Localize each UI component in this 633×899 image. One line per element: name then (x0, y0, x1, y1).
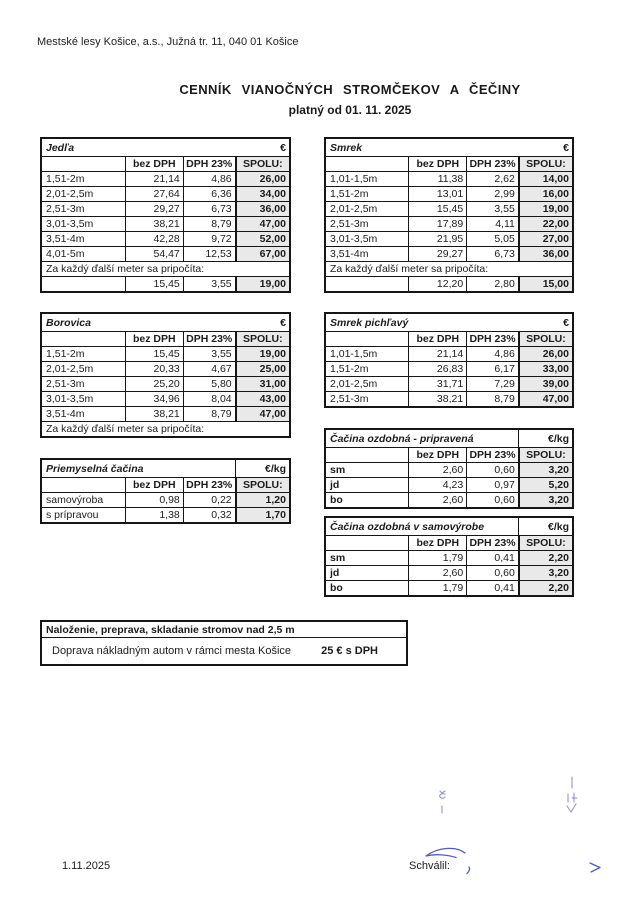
price-bez-dph: 26,83 (408, 362, 466, 376)
size-label: 3,51-4m (46, 233, 85, 245)
price-spolu: 1,70 (235, 508, 289, 522)
size-label: 1,51-2m (330, 188, 369, 200)
size-label: 2,51-3m (46, 203, 85, 215)
price-spolu: 47,00 (518, 392, 572, 406)
col-dph-header: DPH 23% (466, 332, 518, 346)
table-title-row (42, 139, 289, 156)
col-bez-dph-header: bez DPH (125, 157, 183, 171)
price-spolu: 22,00 (518, 217, 572, 231)
price-spolu: 34,00 (235, 187, 289, 201)
price-bez-dph: 54,47 (125, 247, 183, 261)
species-label: sm (330, 464, 346, 476)
price-dph: 8,04 (183, 392, 235, 406)
table-row (42, 406, 289, 421)
transport-header: Naloženie, preprava, skladanie stromov nad 2,5 m (42, 622, 406, 638)
col-dph-header: DPH 23% (183, 157, 235, 171)
price-dph: 3,55 (183, 277, 235, 291)
price-bez-dph: 1,79 (408, 581, 466, 595)
col-size-header (42, 332, 125, 346)
table-title-row (42, 460, 289, 477)
company-address-line: Mestské lesy Košice, a.s., Južná tr. 11, 040 01 Košice (37, 36, 299, 48)
price-spolu: 19,00 (518, 202, 572, 216)
price-spolu: 26,00 (518, 347, 572, 361)
table-title: Smrek pichľavý (330, 316, 409, 329)
size-label: 3,01-3,5m (46, 218, 94, 230)
size-label: 3,01-3,5m (330, 233, 378, 245)
table-row (326, 391, 572, 406)
size-label: 3,51-4m (330, 248, 369, 260)
price-bez-dph: 20,33 (125, 362, 183, 376)
size-label: 1,01-1,5m (330, 173, 378, 185)
price-table-smrek-pichlavy (324, 312, 574, 408)
price-dph: 3,55 (466, 202, 518, 216)
price-dph: 0,22 (183, 493, 235, 507)
price-bez-dph: 29,27 (125, 202, 183, 216)
table-row (42, 507, 289, 522)
price-bez-dph: 15,45 (125, 347, 183, 361)
price-dph: 0,32 (183, 508, 235, 522)
price-bez-dph: 11,38 (408, 172, 466, 186)
table-row (326, 216, 572, 231)
table-unit: €/kg (235, 460, 289, 477)
size-label: 1,51-2m (330, 363, 369, 375)
price-table-jedla (40, 137, 291, 293)
table-row (326, 201, 572, 216)
col-bez-dph-header: bez DPH (125, 478, 183, 492)
col-spolu-header: SPOLU: (518, 448, 572, 462)
variant-label: samovýroba (46, 494, 104, 506)
col-spolu-header: SPOLU: (518, 157, 572, 171)
price-bez-dph: 17,89 (408, 217, 466, 231)
approved-by-label: Schválil: (409, 860, 450, 872)
table-row (42, 361, 289, 376)
table-unit: € (280, 316, 286, 329)
col-size-header (326, 157, 408, 171)
price-dph: 5,80 (183, 377, 235, 391)
price-dph: 8,79 (183, 407, 235, 421)
table-row (326, 477, 572, 492)
price-table-priemyselna-cacina (40, 458, 291, 524)
price-bez-dph: 1,79 (408, 551, 466, 565)
price-spolu: 2,20 (518, 581, 572, 595)
price-bez-dph: 27,64 (125, 187, 183, 201)
price-dph: 6,36 (183, 187, 235, 201)
price-dph: 8,79 (466, 392, 518, 406)
price-bez-dph: 13,01 (408, 187, 466, 201)
price-bez-dph: 1,38 (125, 508, 183, 522)
size-label: 2,51-3m (330, 218, 369, 230)
size-label: 2,51-3m (330, 393, 369, 405)
table-row (326, 361, 572, 376)
col-dph-header: DPH 23% (466, 448, 518, 462)
table-row (326, 346, 572, 361)
table-row (42, 216, 289, 231)
pen-check-mark-right (562, 775, 584, 815)
table-title-row (326, 518, 572, 535)
signature-scribble (424, 845, 468, 865)
price-bez-dph: 15,45 (125, 277, 183, 291)
table-row (42, 376, 289, 391)
table-row (326, 376, 572, 391)
size-label (326, 277, 408, 291)
price-bez-dph: 15,45 (408, 202, 466, 216)
transport-body (42, 638, 406, 664)
transport-line: Doprava nákladným autom v rámci mesta Košice (52, 645, 292, 657)
document-title: CENNÍK VIANOČNÝCH STROMČEKOV A ČEČINY (179, 82, 521, 97)
price-bez-dph: 21,95 (408, 232, 466, 246)
col-spolu-header: SPOLU: (518, 536, 572, 550)
price-bez-dph: 0,98 (125, 493, 183, 507)
table-unit: € (563, 316, 569, 329)
document-subtitle: platný od 01. 11. 2025 (288, 103, 412, 117)
price-table-cacina-pripravena (324, 428, 574, 509)
price-spolu: 67,00 (235, 247, 289, 261)
col-dph-header: DPH 23% (466, 157, 518, 171)
species-label: jd (330, 479, 340, 491)
price-spolu: 31,00 (235, 377, 289, 391)
size-label: 1,51-2m (46, 348, 85, 360)
price-dph: 0,60 (466, 463, 518, 477)
price-spolu: 2,20 (518, 551, 572, 565)
price-dph: 0,41 (466, 581, 518, 595)
price-bez-dph: 29,27 (408, 247, 466, 261)
price-bez-dph: 42,28 (125, 232, 183, 246)
title-block (67, 82, 633, 117)
extra-meter-row (326, 276, 572, 291)
col-bez-dph-header: bez DPH (408, 536, 466, 550)
col-spolu-header: SPOLU: (235, 478, 289, 492)
price-dph: 0,60 (466, 566, 518, 580)
table-title-row (326, 430, 572, 447)
price-bez-dph: 21,14 (125, 172, 183, 186)
price-table-borovica (40, 312, 291, 438)
price-dph: 6,17 (466, 362, 518, 376)
col-size-header (326, 536, 408, 550)
price-table-cacina-samovyroba (324, 516, 574, 597)
table-row (326, 550, 572, 565)
price-bez-dph: 38,21 (125, 217, 183, 231)
table-row (326, 171, 572, 186)
price-spolu: 26,00 (235, 172, 289, 186)
variant-label: s prípravou (46, 509, 99, 521)
table-row (42, 346, 289, 361)
price-spolu: 33,00 (518, 362, 572, 376)
pen-check-mark-left (436, 790, 450, 816)
size-label: 4,01-5m (46, 248, 85, 260)
price-dph: 3,55 (183, 347, 235, 361)
price-dph: 6,73 (466, 247, 518, 261)
col-spolu-header: SPOLU: (235, 332, 289, 346)
price-bez-dph: 4,23 (408, 478, 466, 492)
col-size-header (326, 332, 408, 346)
col-size-header (42, 478, 125, 492)
price-bez-dph: 34,96 (125, 392, 183, 406)
species-label: jd (330, 567, 340, 579)
pen-comma-mark (465, 865, 475, 877)
price-spolu: 47,00 (235, 217, 289, 231)
price-dph: 2,62 (466, 172, 518, 186)
price-spolu: 27,00 (518, 232, 572, 246)
size-label: 2,01-2,5m (330, 378, 378, 390)
species-label: bo (330, 494, 343, 506)
species-label: sm (330, 552, 346, 564)
price-dph: 4,86 (466, 347, 518, 361)
price-dph: 2,99 (466, 187, 518, 201)
col-spolu-header: SPOLU: (235, 157, 289, 171)
price-dph: 8,79 (183, 217, 235, 231)
size-label: 1,01-1,5m (330, 348, 378, 360)
table-row (42, 171, 289, 186)
table-row (326, 186, 572, 201)
price-spolu: 14,00 (518, 172, 572, 186)
price-dph: 4,67 (183, 362, 235, 376)
price-bez-dph: 21,14 (408, 347, 466, 361)
size-label: 3,01-3,5m (46, 393, 94, 405)
extra-meter-note: Za každý ďalší meter sa pripočíta: (326, 261, 572, 276)
table-title-row (326, 314, 572, 331)
price-dph: 0,41 (466, 551, 518, 565)
table-title: Priemyselná čačina (46, 462, 144, 475)
price-spolu: 3,20 (518, 463, 572, 477)
price-bez-dph: 2,60 (408, 566, 466, 580)
extra-meter-note: Za každý ďalší meter sa pripočíta: (42, 421, 289, 436)
table-row (326, 462, 572, 477)
transport-price: 25 € s DPH (321, 645, 378, 657)
price-bez-dph: 25,20 (125, 377, 183, 391)
price-spolu: 36,00 (235, 202, 289, 216)
table-title-row (326, 139, 572, 156)
col-size-header (326, 448, 408, 462)
price-dph: 9,72 (183, 232, 235, 246)
price-spolu: 25,00 (235, 362, 289, 376)
size-label: 2,01-2,5m (46, 188, 94, 200)
col-dph-header: DPH 23% (466, 536, 518, 550)
table-header-row (326, 535, 572, 550)
col-bez-dph-header: bez DPH (408, 332, 466, 346)
price-dph: 7,29 (466, 377, 518, 391)
table-header-row (326, 156, 572, 171)
table-unit: €/kg (518, 430, 572, 447)
table-title: Smrek (330, 141, 363, 154)
col-dph-header: DPH 23% (183, 478, 235, 492)
table-title: Jedľa (46, 141, 75, 154)
transport-info-box (40, 620, 408, 666)
species-label: bo (330, 582, 343, 594)
table-title-row (42, 314, 289, 331)
price-bez-dph: 2,60 (408, 493, 466, 507)
table-row (42, 391, 289, 406)
table-row (326, 246, 572, 261)
price-dph: 6,73 (183, 202, 235, 216)
table-row (326, 492, 572, 507)
price-spolu: 39,00 (518, 377, 572, 391)
size-label: 2,01-2,5m (46, 363, 94, 375)
price-dph: 0,60 (466, 493, 518, 507)
table-row (42, 201, 289, 216)
col-bez-dph-header: bez DPH (408, 157, 466, 171)
table-unit: €/kg (518, 518, 572, 535)
price-spolu: 15,00 (518, 277, 572, 291)
size-label: 2,01-2,5m (330, 203, 378, 215)
price-spolu: 36,00 (518, 247, 572, 261)
price-dph: 2,80 (466, 277, 518, 291)
col-bez-dph-header: bez DPH (408, 448, 466, 462)
price-bez-dph: 38,21 (125, 407, 183, 421)
size-label: 2,51-3m (46, 378, 85, 390)
col-bez-dph-header: bez DPH (125, 332, 183, 346)
size-label: 3,51-4m (46, 408, 85, 420)
price-spolu: 1,20 (235, 493, 289, 507)
col-spolu-header: SPOLU: (518, 332, 572, 346)
size-label: 1,51-2m (46, 173, 85, 185)
price-bez-dph: 12,20 (408, 277, 466, 291)
table-header-row (42, 477, 289, 492)
table-unit: € (563, 141, 569, 154)
table-row (42, 492, 289, 507)
table-header-row (326, 447, 572, 462)
table-row (326, 565, 572, 580)
table-title: Čačina ozdobná - pripravená (330, 432, 474, 445)
price-spolu: 52,00 (235, 232, 289, 246)
pen-arrow-mark (588, 861, 604, 875)
price-spolu: 43,00 (235, 392, 289, 406)
table-title: Borovica (46, 316, 91, 329)
col-dph-header: DPH 23% (183, 332, 235, 346)
price-bez-dph: 2,60 (408, 463, 466, 477)
table-header-row (42, 331, 289, 346)
price-spolu: 47,00 (235, 407, 289, 421)
extra-meter-note: Za každý ďalší meter sa pripočíta: (42, 261, 289, 276)
price-dph: 0,97 (466, 478, 518, 492)
price-dph: 4,86 (183, 172, 235, 186)
price-bez-dph: 38,21 (408, 392, 466, 406)
price-spolu: 3,20 (518, 493, 572, 507)
table-row (42, 231, 289, 246)
table-row (42, 246, 289, 261)
price-table-smrek (324, 137, 574, 293)
price-spolu: 19,00 (235, 347, 289, 361)
table-row (326, 580, 572, 595)
price-dph: 5,05 (466, 232, 518, 246)
price-bez-dph: 31,71 (408, 377, 466, 391)
table-title: Čačina ozdobná v samovýrobe (330, 520, 485, 533)
effective-date: 1.11.2025 (62, 860, 111, 872)
table-unit: € (280, 141, 286, 154)
size-label (42, 277, 125, 291)
price-dph: 4,11 (466, 217, 518, 231)
price-spolu: 5,20 (518, 478, 572, 492)
extra-meter-row (42, 276, 289, 291)
table-row (326, 231, 572, 246)
price-dph: 12,53 (183, 247, 235, 261)
table-header-row (42, 156, 289, 171)
price-spolu: 3,20 (518, 566, 572, 580)
table-header-row (326, 331, 572, 346)
col-size-header (42, 157, 125, 171)
table-row (42, 186, 289, 201)
price-spolu: 19,00 (235, 277, 289, 291)
price-spolu: 16,00 (518, 187, 572, 201)
